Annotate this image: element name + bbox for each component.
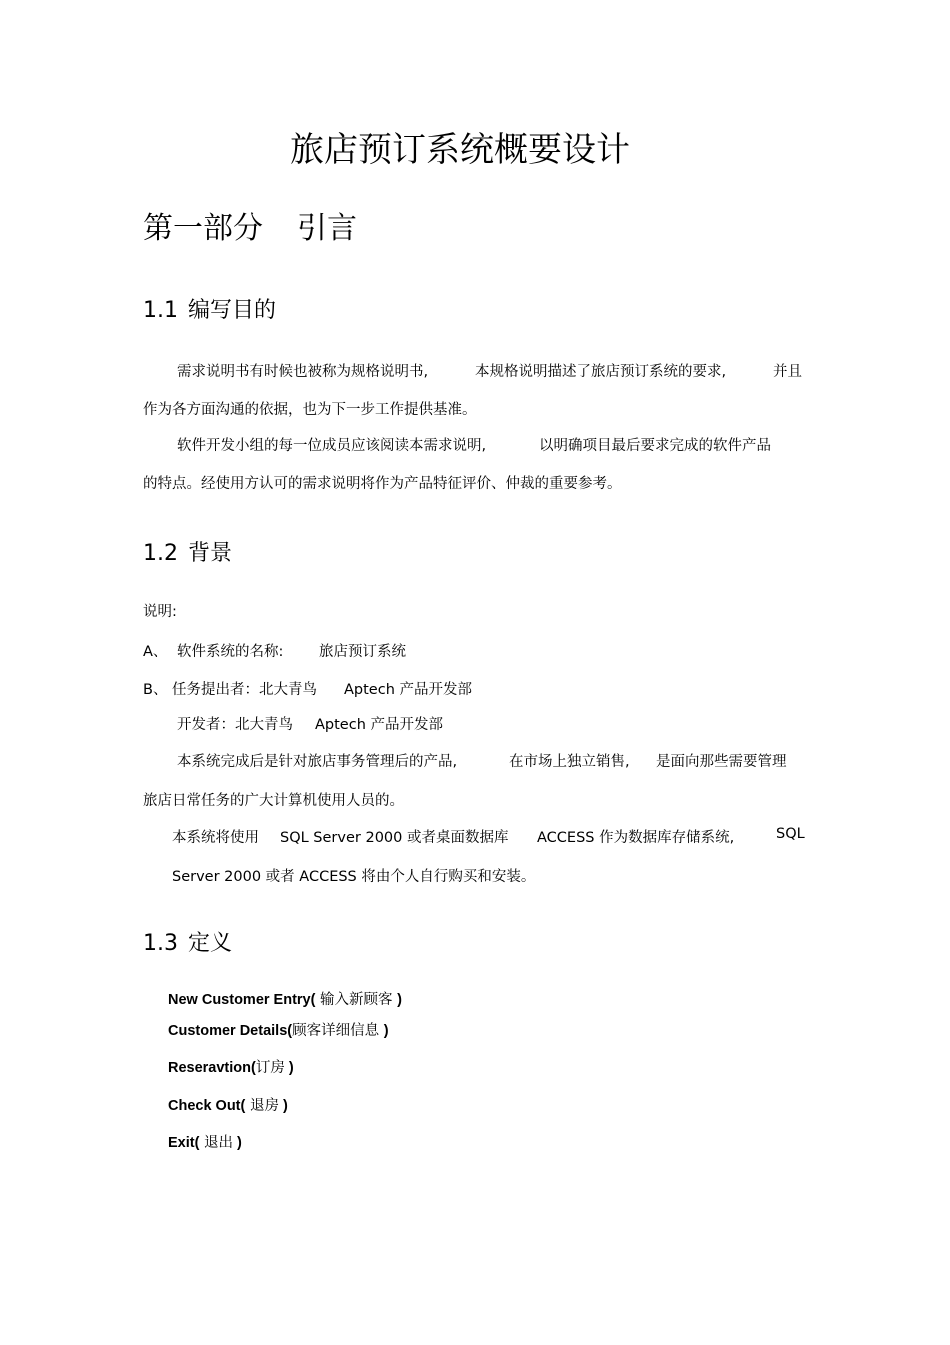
definition-meaning: 订房 (255, 1060, 285, 1076)
intro-text: 说明: (143, 604, 177, 620)
definition-item (168, 1131, 242, 1152)
list-key: 开发者：北大青鸟 (177, 717, 293, 733)
definition-item (168, 1056, 294, 1077)
list-label: A、 (143, 644, 168, 660)
list-value: Aptech 产品开发部 (344, 682, 473, 698)
paragraph-text: 需求说明书有时候也被称为规格说明书, (177, 364, 429, 380)
definition-term: New Customer Entry( (168, 992, 316, 1008)
paragraph-text: 软件开发小组的每一位成员应该阅读本需求说明, (177, 438, 487, 454)
definition-close: ) (397, 992, 403, 1008)
paragraph-text: SQL Server 2000 或者桌面数据库 (280, 830, 509, 846)
definition-item (168, 988, 402, 1009)
section-heading-1-2 (143, 536, 232, 567)
paragraph-text: Server 2000 或者 ACCESS 将由个人自行购买和安装。 (172, 869, 536, 885)
definition-close: ) (233, 1135, 242, 1151)
paragraph-text: 旅店日常任务的广大计算机使用人员的。 (143, 793, 404, 809)
definition-close: ) (284, 1060, 294, 1076)
paragraph-text: 本规格说明描述了旅店预订系统的要求, (475, 364, 727, 380)
definition-meaning: 顾客详细信息 (292, 1023, 384, 1039)
definition-term: Exit( (168, 1135, 200, 1151)
definition-close: ) (383, 1023, 389, 1039)
definition-meaning: 退出 (199, 1135, 234, 1151)
list-key: 软件系统的名称: (177, 644, 284, 660)
section-heading-1-3 (143, 926, 232, 957)
section-number: 1.1 (143, 298, 178, 323)
list-value: Aptech 产品开发部 (315, 717, 444, 733)
paragraph-text: 以明确项目最后要求完成的软件产品 (539, 438, 771, 454)
paragraph-text: 是面向那些需要管理 (656, 754, 787, 770)
definition-item (168, 1094, 288, 1115)
definition-term: Customer Details( (168, 1023, 293, 1039)
section-title: 编写目的 (188, 298, 277, 323)
paragraph-text: 本系统完成后是针对旅店事务管理后的产品, (177, 754, 458, 770)
section-number: 1.3 (143, 931, 178, 956)
paragraph-text: 并且 (773, 364, 802, 380)
paragraph-text: ACCESS 作为数据库存储系统, (537, 830, 735, 846)
paragraph-text: SQL (776, 826, 805, 842)
paragraph-text: 在市场上独立销售, (509, 754, 630, 770)
list-key: 任务提出者：北大青鸟 (172, 682, 317, 698)
definition-term: Check Out( (168, 1098, 246, 1114)
paragraph-text: 的特点。经使用方认可的需求说明将作为产品特征评价、仲裁的重要参考。 (143, 476, 622, 492)
definition-meaning: 退房 (245, 1098, 279, 1114)
part-label: 第一部分 (143, 211, 263, 246)
section-title: 定义 (188, 931, 233, 956)
definition-term: Reseravtion( (168, 1060, 256, 1076)
section-title: 背景 (188, 541, 233, 566)
definition-meaning: 输入新顾客 (315, 992, 398, 1008)
paragraph-text: 本系统将使用 (172, 830, 259, 846)
definition-close: ) (278, 1098, 288, 1114)
section-number: 1.2 (143, 541, 178, 566)
list-value: 旅店预订系统 (319, 644, 406, 660)
part-name: 引言 (297, 211, 357, 246)
part-heading (143, 203, 357, 247)
list-label: B、 (143, 682, 168, 698)
definition-item (168, 1019, 389, 1040)
section-heading-1-1 (143, 293, 276, 324)
document-title: 旅店预订系统概要设计 (290, 130, 630, 170)
paragraph-text: 作为各方面沟通的依据，也为下一步工作提供基准。 (143, 402, 477, 418)
